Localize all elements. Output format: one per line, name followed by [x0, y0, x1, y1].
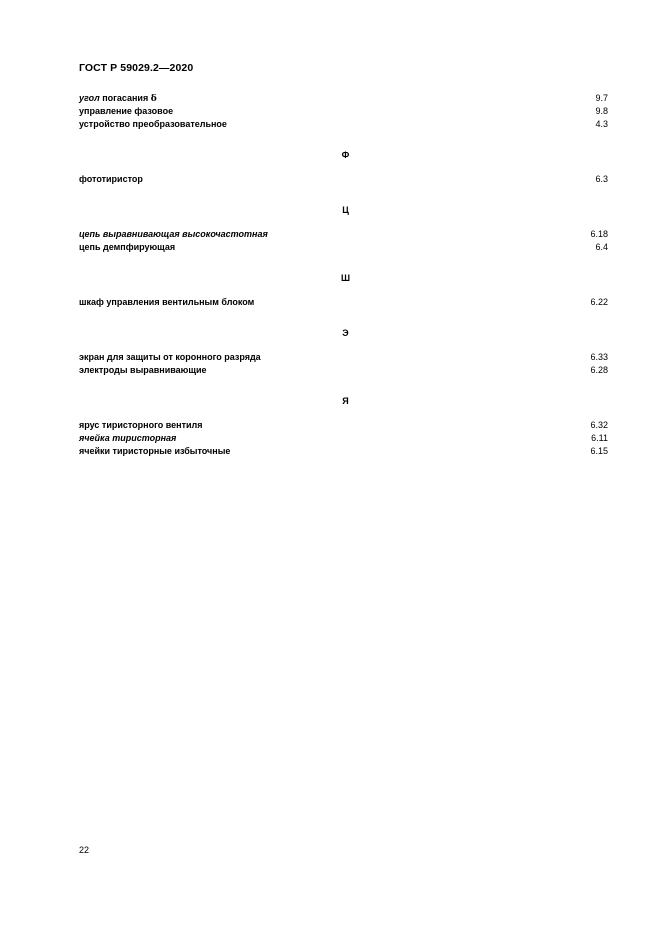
index-term: электроды выравнивающие [79, 365, 207, 375]
page-number: 22 [79, 845, 90, 855]
index-term: ярус тиристорного вентиля [79, 420, 203, 430]
index-term: управление фазовое [79, 106, 174, 116]
index-term: ячейки тиристорные избыточные [79, 446, 231, 456]
index-reference: 4.3 [595, 119, 608, 129]
index-entry [79, 445, 608, 458]
index-reference: 9.7 [595, 93, 608, 103]
index-term [79, 92, 157, 106]
index-entry [79, 92, 608, 105]
index-reference: 6.22 [590, 297, 608, 307]
index-letter-heading: Ф [341, 150, 350, 160]
index-term: устройство преобразовательное [79, 119, 227, 129]
alphabetical-index [79, 92, 608, 458]
index-term: ячейка тиристорная [79, 433, 177, 443]
index-letter-heading: Ц [342, 205, 349, 215]
index-reference: 6.32 [590, 420, 608, 430]
index-entry [79, 228, 608, 241]
delta-symbol: δ [150, 94, 157, 104]
index-term: экран для защиты от коронного разряда [79, 352, 261, 362]
document-header-standard-number: ГОСТ Р 59029.2—2020 [79, 62, 194, 74]
index-entry [79, 105, 608, 118]
index-letter-heading: Ш [340, 273, 351, 283]
index-term: шкаф управления вентильным блоком [79, 297, 255, 307]
index-term-plain-part: погасания [99, 93, 151, 103]
index-reference: 9.8 [595, 106, 608, 116]
index-reference: 6.11 [591, 433, 608, 443]
index-term: цепь демпфирующая [79, 242, 176, 252]
index-term: фототиристор [79, 174, 143, 184]
index-entry [79, 364, 608, 377]
index-entry [79, 118, 608, 131]
index-entry [79, 419, 608, 432]
index-letter-heading: Э [342, 328, 349, 338]
index-entry [79, 351, 608, 364]
index-reference: 6.33 [590, 352, 608, 362]
index-entry [79, 241, 608, 254]
index-letter-heading: Я [342, 396, 349, 406]
index-reference: 6.4 [595, 242, 608, 252]
index-entry [79, 296, 608, 309]
index-reference: 6.18 [590, 229, 608, 239]
index-entry [79, 432, 608, 445]
index-term: цепь выравнивающая высокочастотная [79, 229, 268, 239]
index-reference: 6.28 [590, 365, 608, 375]
index-reference: 6.15 [590, 446, 608, 456]
index-entry [79, 173, 608, 186]
index-term-italic-part: угол [79, 93, 100, 103]
index-reference: 6.3 [595, 174, 608, 184]
